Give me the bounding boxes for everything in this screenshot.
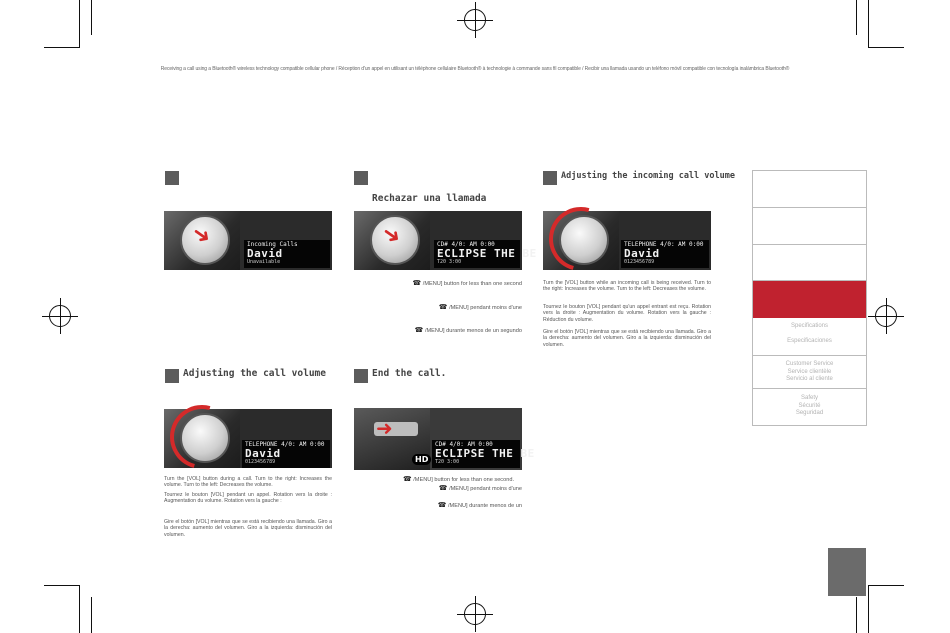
step-marker [165, 369, 179, 383]
paragraph-fr: Tournez le bouton [VOL] pendant qu'un appel entrant est reçu. Rotation vers la droite : Augmentation du volume. Rotation vers la gauche : Réduction du volume. [543, 304, 711, 323]
lcd-line-3: Unavailable [247, 259, 281, 265]
chapter-sidebar [752, 170, 867, 426]
sidebar-label-es: Servicio al cliente [786, 376, 833, 382]
lcd-display [621, 240, 709, 268]
sidebar-label-en: Customer Service [785, 361, 834, 367]
page-header: Receiving a call using a Bluetooth® wireless technology compatible cellular phone / Réception d'un appel en utilisant un téléphone cellulaire Bluetooth® à technologie à commande sans fil compatible / Recibir una llamada usando un teléfono móvil compatible con tecnología inalámbrica Bluetooth® [160, 66, 790, 72]
phone-icon: ☎ [437, 501, 447, 509]
crop-mark [79, 0, 80, 47]
press-arrow-icon: ➜ [376, 219, 406, 252]
lcd-line-3: 0123456789 [245, 459, 276, 465]
registration-mark-right [875, 305, 897, 327]
crop-mark [79, 585, 80, 633]
lcd-line-2: David [245, 447, 281, 460]
instruction-text: /MENU] pendant moins d'une [449, 486, 522, 492]
sidebar-tab-3[interactable] [753, 245, 866, 281]
instruction-text: /MENU] durante menos de un segundo [424, 328, 522, 334]
crop-mark [868, 0, 869, 47]
paragraph-es: Gire el botón [VOL] mientras que se está recibiendo una llamada. Giro a la derecha: aumento del volumen. Giro a la izquierda: disminución del volumen. [543, 329, 711, 348]
step-marker [354, 171, 368, 185]
sidebar-label-en: Specifications [790, 323, 829, 329]
step-marker [354, 369, 368, 383]
paragraph-fr: Tournez le bouton [VOL] pendant un appel. Rotation vers la droite : Augmentation du volume. Rotation vers la gauche : [164, 492, 332, 505]
phone-icon: ☎ [414, 326, 424, 334]
phone-icon: ☎ [402, 475, 412, 483]
lcd-line-1: TELEPHONE 4/0: AM 0:00 [245, 441, 325, 448]
step-marker [165, 171, 179, 185]
lcd-line-1: TELEPHONE 4/0: AM 0:00 [624, 241, 704, 248]
paragraph-en: Turn the [VOL] button while an incoming call is being received. Turn to the right: Increases the volume. Turn to the left: Decreases the volume. [543, 280, 711, 293]
lcd-line-2: ECLIPSE THE BE [437, 247, 537, 260]
step-marker [543, 171, 557, 185]
press-arrow-icon: ➜ [376, 416, 393, 440]
sidebar-tab-safety[interactable] [753, 389, 866, 425]
paragraph-en: Turn the [VOL] button during a call. Turn to the right: Increases the volume. Turn to the left: Decreases the volume. [164, 476, 332, 489]
page-number-block [828, 548, 866, 596]
sidebar-tab-2[interactable] [753, 208, 866, 245]
crop-mark [868, 585, 869, 633]
phone-icon: ☎ [412, 279, 422, 287]
lcd-line-1: Incoming Calls [247, 241, 298, 248]
device-illustration-incoming [164, 211, 332, 270]
registration-mark-top [464, 9, 486, 31]
registration-mark-left [49, 305, 71, 327]
registration-mark-bottom [464, 603, 486, 625]
section-heading-end-call: End the call. [372, 368, 447, 379]
crop-mark [91, 597, 92, 633]
crop-mark [44, 585, 80, 586]
instruction-fr [360, 303, 522, 311]
lcd-line-3: T20 3:00 [437, 259, 462, 265]
instruction-en [360, 279, 522, 287]
lcd-display [432, 440, 535, 468]
crop-mark [868, 585, 904, 586]
sidebar-label-en: Safety [800, 395, 818, 401]
sidebar-label-fr: Sécurité [798, 402, 821, 409]
crop-mark [44, 47, 80, 48]
paragraph-es: Gire el botón [VOL] mientras que se está recibiendo una llamada. Giro a la derecha: aumento del volumen. Giro a la izquierda: disminución del volumen. [164, 519, 332, 538]
lcd-line-2: David [247, 247, 283, 260]
sidebar-tab-current[interactable] [753, 281, 866, 318]
lcd-display [242, 440, 330, 468]
press-arrow-icon: ➜ [186, 219, 216, 252]
instruction-en [354, 475, 514, 483]
lcd-display [434, 240, 537, 268]
instruction-es [354, 501, 522, 509]
device-illustration-reject [354, 211, 537, 270]
sidebar-label-es: Especificaciones [787, 338, 832, 344]
hd-logo-icon: HD [412, 454, 431, 465]
sidebar-tab-1[interactable] [753, 171, 866, 208]
lcd-line-2: ECLIPSE THE BE [435, 447, 535, 460]
section-heading-incoming-volume: Adjusting the incoming call volume [561, 171, 735, 181]
instruction-text: /MENU] button for less than one second. [413, 477, 514, 483]
section-heading-call-volume: Adjusting the call volume [183, 368, 326, 379]
lcd-display [244, 240, 330, 268]
sidebar-tab-specifications[interactable] [753, 318, 866, 356]
instruction-text: /MENU] pendant moins d'une [449, 305, 522, 311]
instruction-text: /MENU] button for less than one second [422, 281, 522, 287]
crop-mark [856, 0, 857, 35]
phone-icon: ☎ [438, 484, 448, 492]
section-heading-reject: Rechazar una llamada [372, 193, 487, 204]
instruction-fr [354, 484, 522, 492]
device-illustration-incoming-volume [543, 211, 711, 270]
lcd-line-3: T20 3:00 [435, 459, 460, 465]
instruction-text: /MENU] durante menos de un [448, 503, 522, 509]
crop-mark [868, 47, 904, 48]
instruction-es [360, 326, 522, 334]
sidebar-label-es: Seguridad [795, 410, 824, 416]
crop-mark [856, 597, 857, 633]
lcd-line-2: David [624, 247, 660, 260]
device-illustration-call-volume [164, 409, 332, 468]
phone-icon: ☎ [438, 303, 448, 311]
lcd-line-1: CD# 4/0: AM 0:00 [435, 441, 493, 448]
device-illustration-end-call [354, 408, 535, 470]
sidebar-label-fr: Service clientèle [787, 368, 832, 375]
lcd-line-1: CD# 4/0: AM 0:00 [437, 241, 495, 248]
sidebar-tab-customer-service[interactable] [753, 356, 866, 389]
lcd-line-3: 0123456789 [624, 259, 655, 265]
crop-mark [91, 0, 92, 35]
